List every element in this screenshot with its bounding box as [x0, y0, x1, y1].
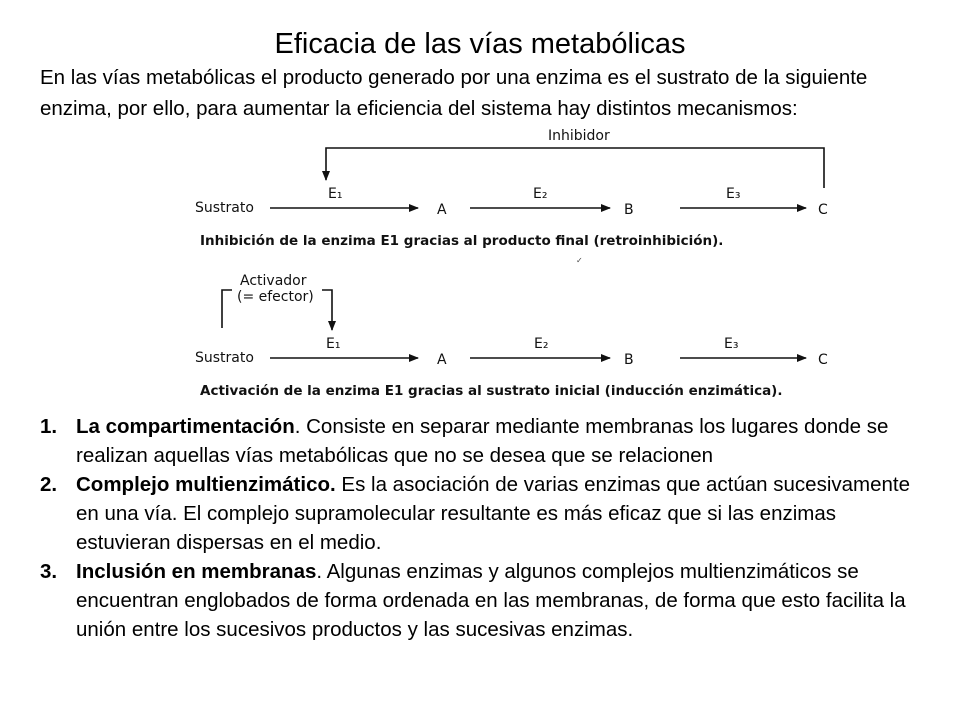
enzyme-e2-label: E₂ — [534, 336, 549, 352]
svg-text:✓: ✓ — [576, 256, 583, 265]
intro-paragraph: En las vías metabólicas el producto generado por una enzima es el sustrato de la siguiente enzima, por ello, para aumentar la eficiencia del sistema hay distintos mecanismos: — [40, 66, 868, 120]
item-number: 3. — [40, 560, 58, 583]
inhibition-diagram — [195, 128, 828, 265]
item-text: Es la asociación de varias enzimas que actúan sucesivamente en una vía. El complejo supramolecular resultante es más eficaz que si las enzimas estuvieran dispersas en el medio. — [76, 473, 911, 554]
list-item — [40, 557, 930, 644]
inhibitor-feedback-line — [326, 148, 824, 188]
product-a-label: A — [437, 202, 447, 218]
substrate-label: Sustrato — [195, 350, 254, 366]
mechanisms-list — [40, 412, 930, 644]
activator-sub-label: (= efector) — [237, 289, 314, 305]
item-text: . Consiste en separar mediante membranas los lugares donde se realizan aquellas vías metabólicas que no se desea que se relacionen — [76, 415, 889, 467]
product-b-label: B — [624, 352, 634, 368]
page-title: Eficacia de las vías metabólicas — [274, 28, 686, 60]
list-item — [40, 470, 930, 557]
activator-feedforward-line — [322, 290, 332, 330]
inhibitor-label: Inhibidor — [548, 128, 610, 144]
item-term: La compartimentación — [76, 415, 295, 438]
activation-caption: Activación de la enzima E1 gracias al sustrato inicial (inducción enzimática). — [200, 383, 783, 399]
activation-diagram — [195, 273, 828, 399]
item-number: 1. — [40, 415, 58, 438]
enzyme-e1-label: E₁ — [326, 336, 341, 352]
product-b-label: B — [624, 202, 634, 218]
activator-label: Activador — [240, 273, 307, 289]
substrate-label: Sustrato — [195, 200, 254, 216]
enzyme-e3-label: E₃ — [724, 336, 739, 352]
product-c-label: C — [818, 202, 828, 218]
enzyme-e3-label: E₃ — [726, 186, 741, 202]
list-item — [40, 412, 930, 470]
item-number: 2. — [40, 473, 58, 496]
item-text: . Algunas enzimas y algunos complejos multienzimáticos se encuentran englobados de forma ordenada en las membranas, de forma que esto facilita la unión entre los sucesivos productos y las sucesivas enzimas. — [76, 560, 906, 641]
activator-bracket-left — [222, 290, 232, 328]
product-c-label: C — [818, 352, 828, 368]
item-term: Inclusión en membranas — [76, 560, 317, 583]
inhibition-caption: Inhibición de la enzima E1 gracias al producto final (retroinhibición). — [200, 233, 724, 249]
product-a-label: A — [437, 352, 447, 368]
enzyme-e1-label: E₁ — [328, 186, 343, 202]
item-term: Complejo multienzimático. — [76, 473, 336, 496]
enzyme-e2-label: E₂ — [533, 186, 548, 202]
